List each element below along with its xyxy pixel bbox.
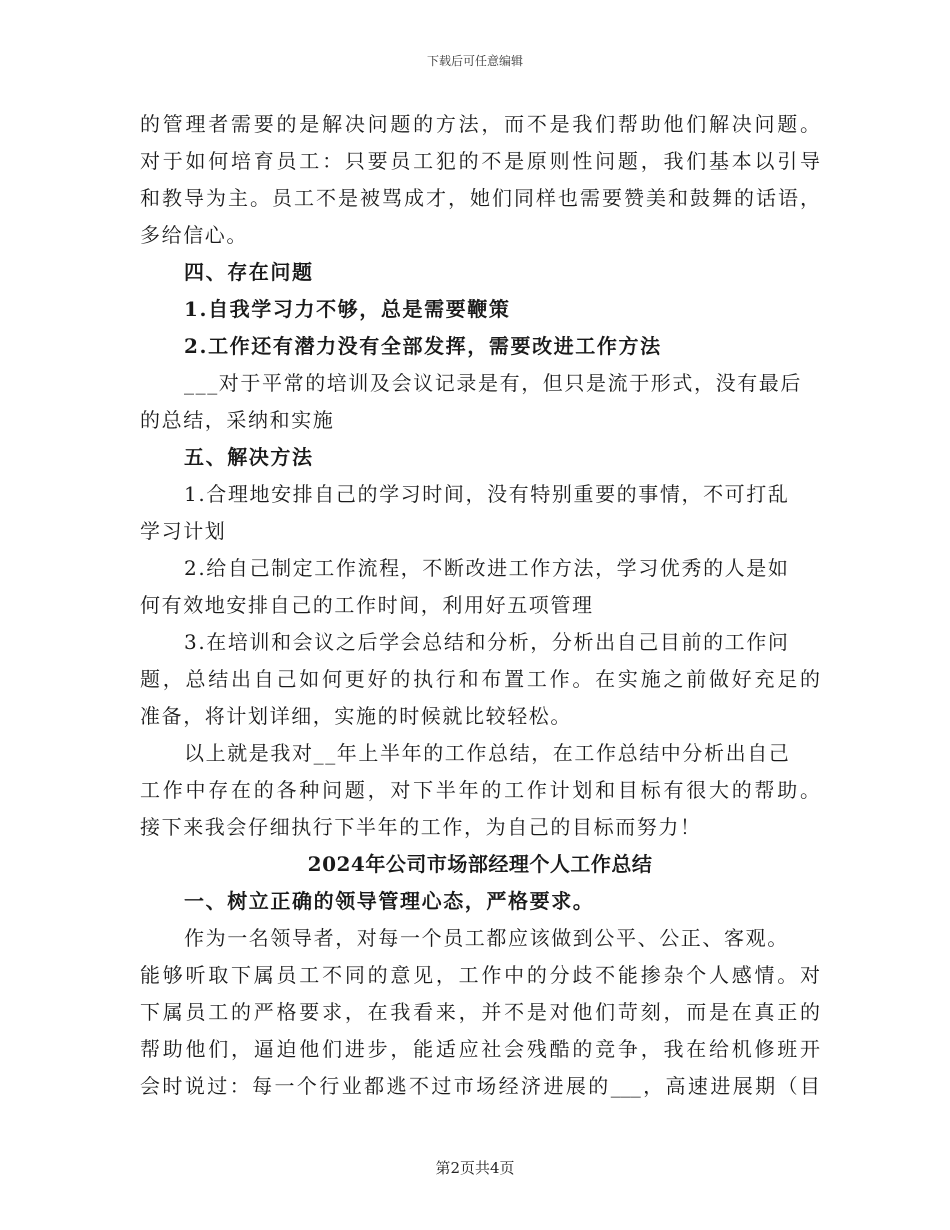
text-line: 接下来我会仔细执行下半年的工作，为自己的目标而努力！ [140,815,702,839]
text-line: 2.工作还有潜力没有全部发挥，需要改进工作方法 [184,334,662,358]
text-line: 帮助他们，逼迫他们进步，能适应社会残酷的竞争，我在给机修班开 [140,1037,820,1061]
text-line: 下属员工的严格要求，在我看来，并不是对他们苛刻，而是在真正的 [140,1000,820,1024]
text-line: 多给信心。 [140,223,248,247]
text-line: 学习计划 [140,519,227,543]
document-body [140,106,820,1105]
text-line: 3.在培训和会议之后学会总结和分析，分析出自己目前的工作问 [184,630,790,654]
text-line: 作为一名领导者，对每一个员工都应该做到公平、公正、客观。 [184,926,789,950]
text-line: 2.给自己制定工作流程，不断改进工作方法，学习优秀的人是如 [184,556,790,580]
text-line: 工作中存在的各种问题，对下半年的工作计划和目标有很大的帮助。 [140,778,820,802]
text-line: 题，总结出自己如何更好的执行和布置工作。在实施之前做好充足的 [140,667,820,691]
text-line: 1.自我学习力不够，总是需要鞭策 [184,297,511,321]
text-line: 的总结，采纳和实施 [140,408,335,432]
page-footer: 第2页共4页 [435,1159,515,1177]
text-line: 1.合理地安排自己的学习时间，没有特别重要的事情，不可打乱 [184,482,790,506]
page-header: 下载后可任意编辑 [426,54,523,68]
text-line: 的管理者需要的是解决问题的方法，而不是我们帮助他们解决问题。 [140,112,820,136]
text-line: 一、树立正确的领导管理心态，严格要求。 [184,889,595,913]
text-line: 对于如何培育员工：只要员工犯的不是原则性问题，我们基本以引导 [140,149,820,173]
text-line: 准备，将计划详细，实施的时候就比较轻松。 [140,704,572,728]
text-line: 2024年公司市场部经理个人工作总结 [307,852,653,876]
text-line: 能够听取下属员工不同的意见，工作中的分歧不能掺杂个人感情。对 [140,963,820,987]
text-line: ___对于平常的培训及会议记录是有，但只是流于形式，没有最后 [184,371,802,395]
text-line: 五、解决方法 [184,445,314,469]
text-line: 以上就是我对__年上半年的工作总结，在工作总结中分析出自己 [184,741,791,765]
text-line: 和教导为主。员工不是被骂成才，她们同样也需要赞美和鼓舞的话语， [140,186,820,210]
text-line: 四、存在问题 [184,260,314,284]
text-line: 会时说过：每一个行业都逃不过市场经济进展的___，高速进展期（目 [140,1074,820,1098]
text-line: 何有效地安排自己的工作时间，利用好五项管理 [140,593,594,617]
